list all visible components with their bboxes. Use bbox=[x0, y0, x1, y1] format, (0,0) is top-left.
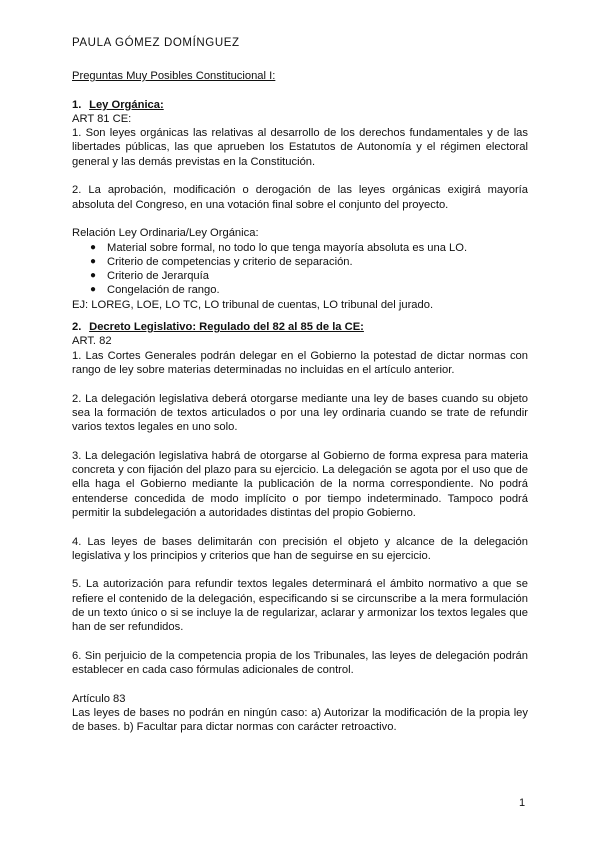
paragraph: 5. La autorización para refundir textos legales determinará el ámbito normativo a que se refiere el contenido de la delegación, especificando si se circunscribe a la mera formulación de un texto único o si se incluye la de regularizar, aclarar y armonizar los textos legales que han de ser refundidos. bbox=[72, 578, 528, 634]
list-item bbox=[90, 255, 528, 269]
bullet-icon: ● bbox=[90, 270, 97, 282]
list-item bbox=[90, 241, 528, 255]
list-item-text: Criterio de competencias y criterio de separación. bbox=[107, 255, 353, 268]
bullet-icon: ● bbox=[90, 255, 97, 267]
paragraph: 2. La delegación legislativa deberá otorgarse mediante una ley de bases cuando su objeto sea la formación de textos articulados o por una ley ordinaria cuando se trate de refundir varios textos legales en uno solo. bbox=[72, 392, 528, 434]
bullet-list bbox=[72, 241, 528, 298]
list-item-text: Criterio de Jerarquía bbox=[107, 270, 209, 283]
paragraph: 4. Las leyes de bases delimitarán con precisión el objeto y alcance de la delegación legislativa y los principios y criterios que han de seguirse en su ejercicio. bbox=[72, 535, 528, 562]
document-title: Preguntas Muy Posibles Constitucional I: bbox=[72, 70, 276, 82]
paragraph: 1. Las Cortes Generales podrán delegar en el Gobierno la potestad de dictar normas con rango de ley sobre materias determinadas no incluidas en el artículo anterior. bbox=[72, 349, 528, 376]
section-heading-decreto-legislativo bbox=[72, 320, 528, 334]
article-83-title: Artículo 83 bbox=[72, 692, 126, 705]
list-item-text: Material sobre formal, no todo lo que tenga mayoría absoluta es una LO. bbox=[107, 241, 468, 254]
relation-title: Relación Ley Ordinaria/Ley Orgánica: bbox=[72, 227, 259, 240]
section-number: 1. bbox=[72, 98, 82, 111]
paragraph: 1. Son leyes orgánicas las relativas al desarrollo de los derechos fundamentales y de las libertades públicas, las que aprueben los Estatutos de Autonomía y el régimen electoral general y las demás previstas en la Constitución. bbox=[72, 127, 528, 168]
document-body bbox=[72, 69, 528, 735]
author-header: PAULA GÓMEZ DOMÍNGUEZ bbox=[72, 37, 240, 49]
bullet-icon: ● bbox=[90, 241, 97, 253]
paragraph: 2. La aprobación, modificación o derogación de las leyes orgánicas exigirá mayoría absoluta del Congreso, en una votación final sobre el conjunto del proyecto. bbox=[72, 184, 528, 211]
section-number: 2. bbox=[72, 321, 82, 334]
paragraph: 3. La delegación legislativa habrá de otorgarse al Gobierno de forma expresa para materia concreta y con fijación del plazo para su ejercicio. La delegación se agota por el uso que de ella haga el Gobierno mediante la publicación de la norma correspondiente. No podrá entenderse concedida de modo implícito o por tiempo indeterminado. Tampoco podrá permitir la subdelegación a autoridades distintas del propio Gobierno. bbox=[72, 449, 528, 519]
section-title: Decreto Legislativo: Regulado del 82 al 85 de la CE: bbox=[89, 321, 364, 334]
article-reference: ART. 82 bbox=[72, 335, 112, 348]
paragraph: 6. Sin perjuicio de la competencia propia de los Tribunales, las leyes de delegación podrán establecer en cada caso fórmulas adicionales de control. bbox=[72, 649, 528, 677]
article-reference: ART 81 CE: bbox=[72, 112, 132, 125]
paragraph: Las leyes de bases no podrán en ningún caso: a) Autorizar la modificación de la propia ley de bases. b) Facultar para dictar normas con carácter retroactivo. bbox=[72, 707, 528, 734]
section-heading-ley-organica bbox=[72, 98, 528, 112]
example-line: EJ: LOREG, LOE, LO TC, LO tribunal de cuentas, LO tribunal del jurado. bbox=[72, 298, 434, 311]
section-title: Ley Orgánica: bbox=[89, 98, 164, 111]
page-number: 1 bbox=[519, 797, 526, 809]
list-item bbox=[90, 283, 528, 297]
list-item bbox=[90, 269, 528, 283]
list-item-text: Congelación de rango. bbox=[107, 284, 220, 297]
bullet-icon: ● bbox=[90, 284, 97, 296]
